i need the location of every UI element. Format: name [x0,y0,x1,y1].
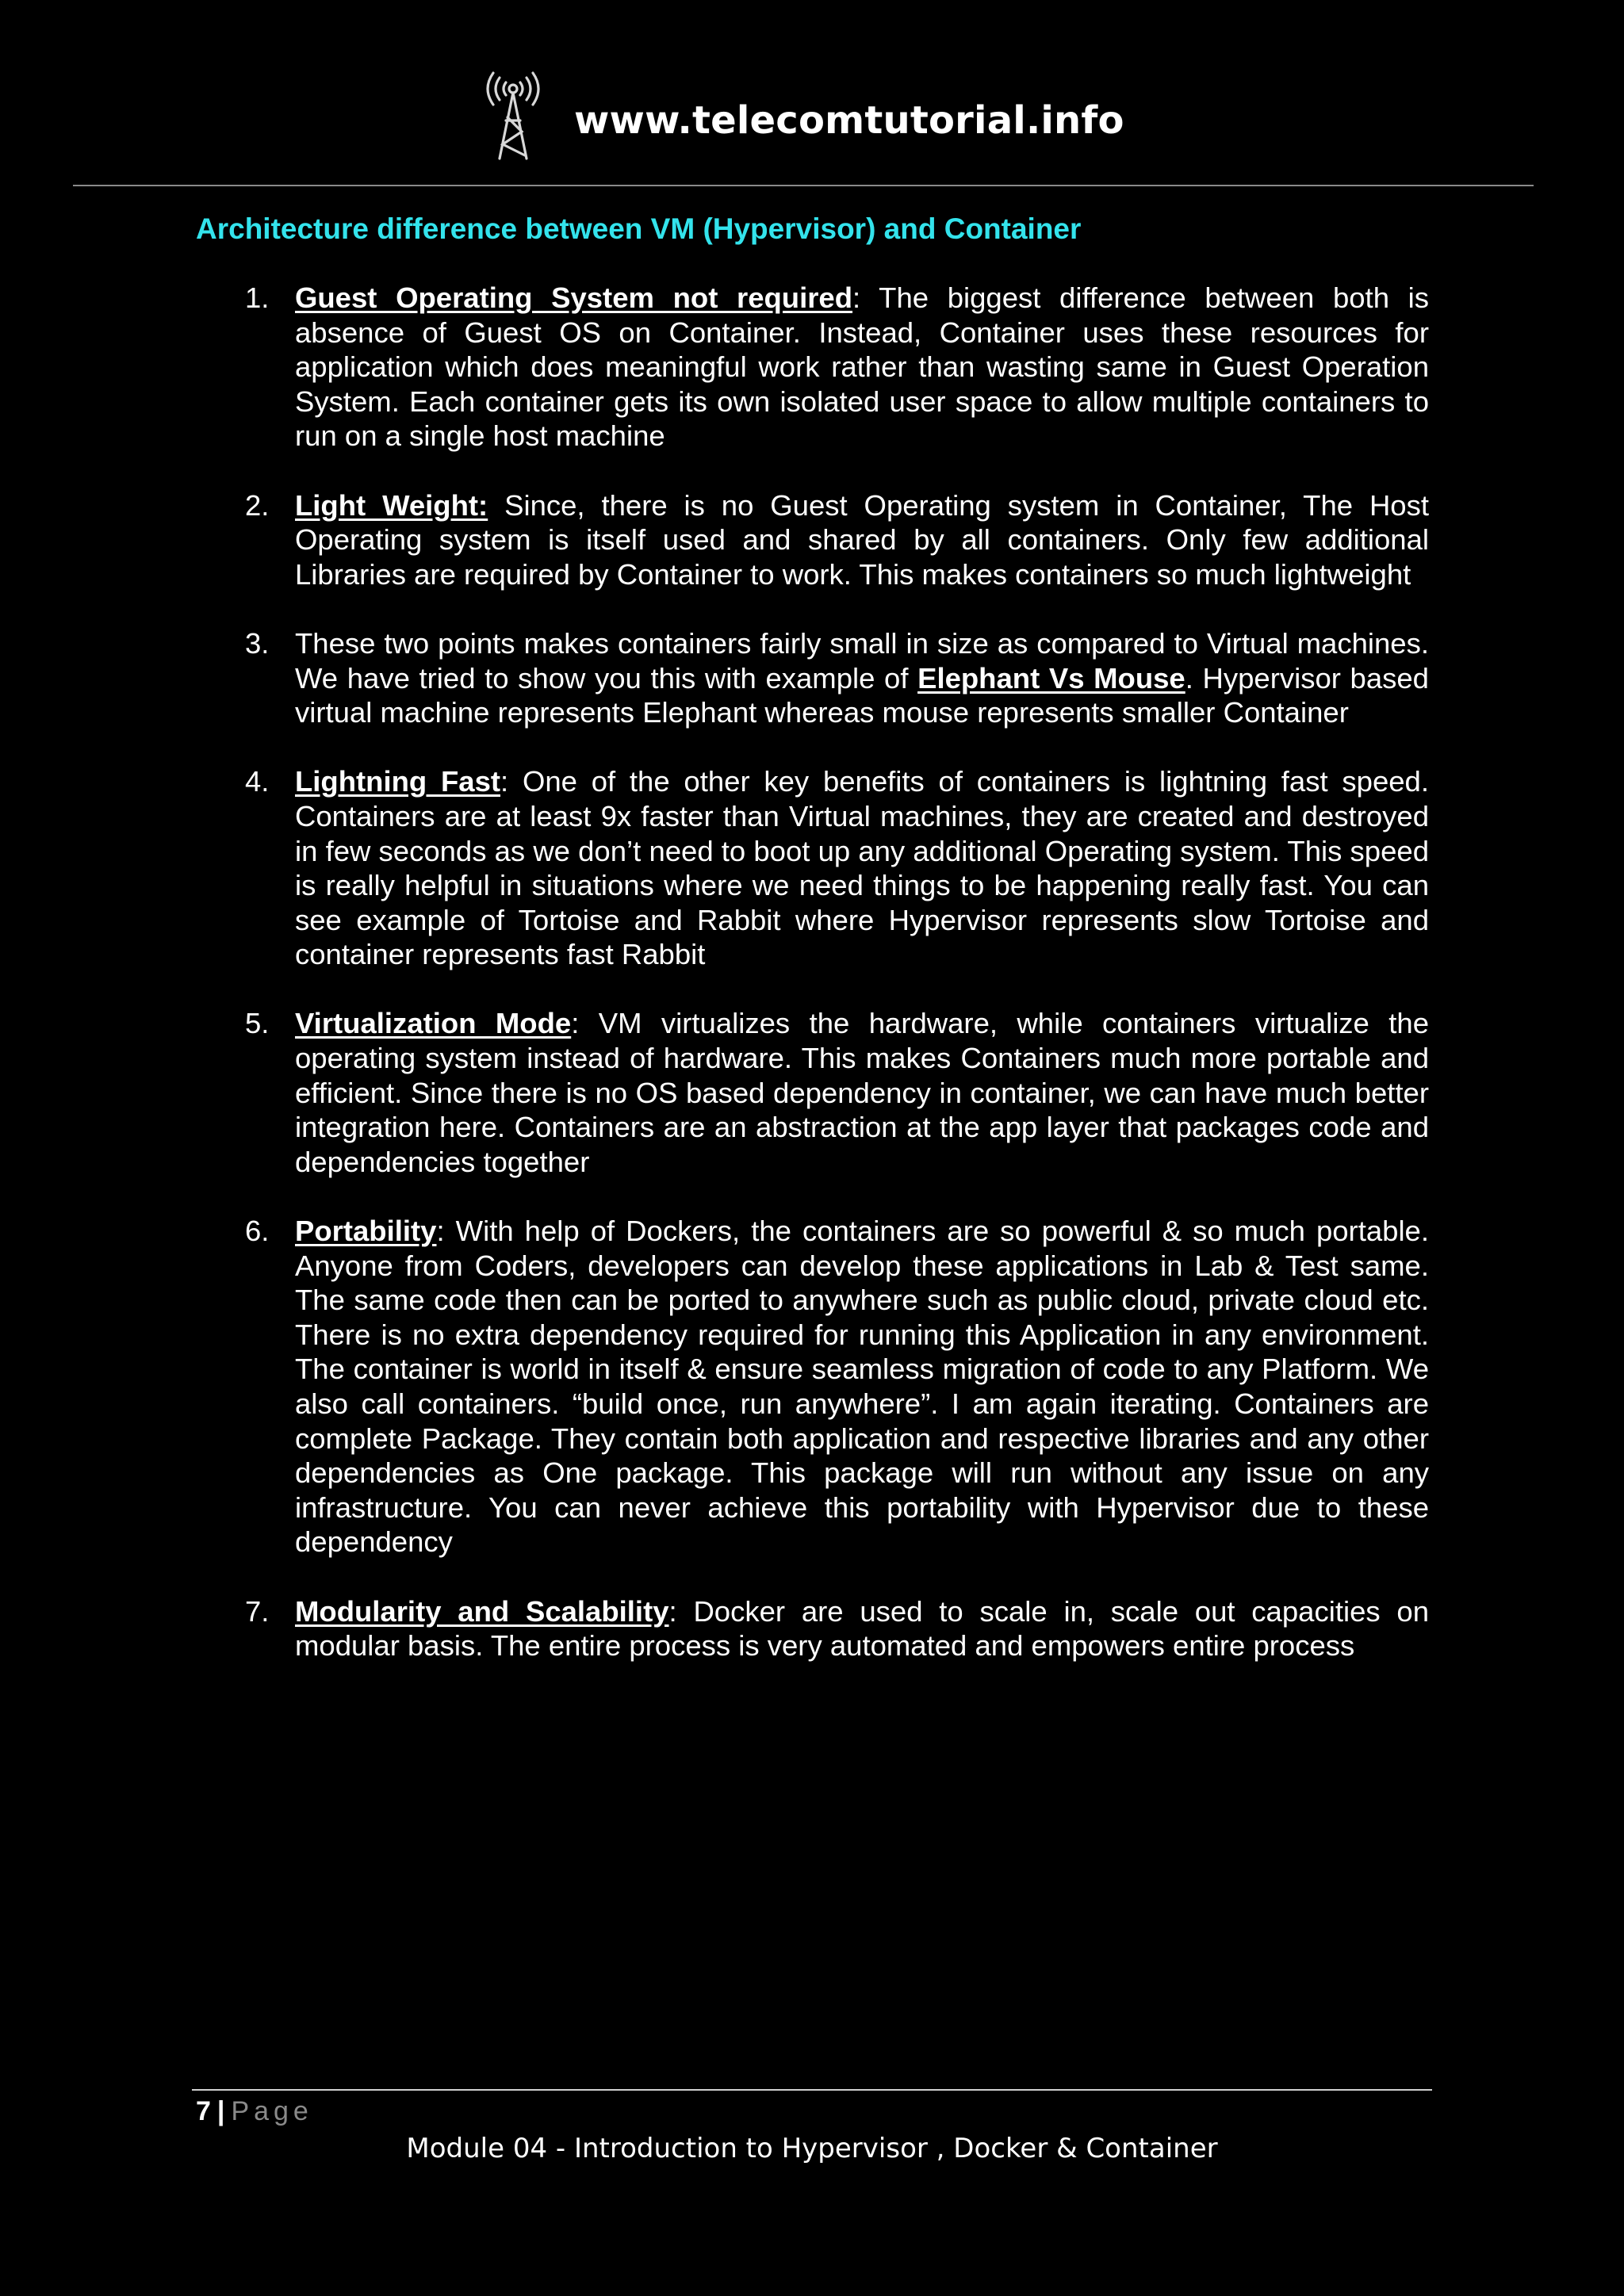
site-url[interactable]: www.telecomtutorial.info [574,98,1124,143]
item-text: . Hypervisor based virtual machine represents Elephant whereas mouse represents smaller Container [295,661,1429,729]
item-keyword: Light Weight: [295,488,488,522]
page-number-value: 7 [196,2096,211,2126]
item-keyword: Guest Operating System not required [295,281,853,314]
list-item [238,1594,1429,1663]
header-divider [73,185,1534,186]
list-item [238,626,1429,730]
section-title: Architecture difference between VM (Hypervisor) and Container [196,212,1082,245]
item-text: Since, there is no Guest Operating system in Container, The Host Operating system is itself used and shared by all containers. Only few additional Libraries are required by Container to work. This makes containers so much lightweight [295,488,1429,591]
page-header [0,68,1624,171]
item-text: : The biggest difference between both is absence of Guest OS on Container. Instead, Container uses these resources for application which does meaningful work rather than wasting same in Guest Operation System. Each container gets its own isolated user space to allow multiple containers to run on a single host machine [295,281,1430,453]
item-keyword: Portability [295,1215,437,1248]
list-item [238,281,1429,453]
item-text: : With help of Dockers, the containers are so powerful & so much portable. Anyone from Coders, developers can develop these applications in Lab & Test same. The same code then can be ported to anywhere such as public cloud, private cloud etc. There is no extra dependency required for running this Application in any environment. The container is world in itself & ensure seamless migration of code to any Platform. We also call containers. “build once, run anywhere”. I am again iterating. Containers are complete Package. They contain both application and respective libraries and any other dependencies as One package. This package will run without any issue on any infrastructure. You can never achieve this portability with Hypervisor due to these dependency [295,1215,1429,1559]
item-number: 4. [245,765,270,798]
item-keyword: Elephant Vs Mouse [917,661,1185,695]
item-number: 6. [245,1215,270,1248]
item-number: 3. [245,626,270,660]
item-number: 2. [245,488,270,522]
footer-divider [192,2089,1432,2091]
list-item [238,1006,1429,1179]
item-keyword: Modularity and Scalability [295,1594,669,1628]
page-number [196,2096,313,2127]
page-word: Page [231,2096,313,2126]
item-lead: These two points makes containers fairly small in size as compared to Virtual machines. We have tried to show you this with example of [295,626,1429,695]
item-keyword: Virtualization Mode [295,1007,572,1040]
item-number: 5. [245,1007,270,1040]
module-title: Module 04 - Introduction to Hypervisor , Docker & Container [406,2133,1218,2164]
item-text: : One of the other key benefits of containers is lightning fast speed. Containers are at least 9x faster than Virtual machines, they are created and destroyed in few seconds as we don’t need to boot up any additional Operating system. This speed is really helpful in situations where we need things to be happening really fast. You can see example of Tortoise and Rabbit where Hypervisor represents slow Tortoise and container represents fast Rabbit [295,765,1429,971]
list-item [238,488,1429,592]
item-text: : Docker are used to scale in, scale out capacities on modular basis. The entire process is very automated and empowers entire process [295,1594,1429,1663]
list-item [238,1214,1429,1559]
list-item [238,764,1429,972]
item-number: 7. [245,1594,270,1628]
radio-tower-icon [471,68,555,163]
item-text: : VM virtualizes the hardware, while containers virtualize the operating system instead of hardware. This makes Containers much more portable and efficient. Since there is no OS based dependency in container, we can have much better integration here. Containers are an abstraction at the app layer that packages code and dependencies together [295,1007,1429,1178]
differences-list [238,281,1429,1697]
item-number: 1. [245,281,270,314]
item-keyword: Lightning Fast [295,765,501,798]
page-separator: | [216,2096,225,2126]
